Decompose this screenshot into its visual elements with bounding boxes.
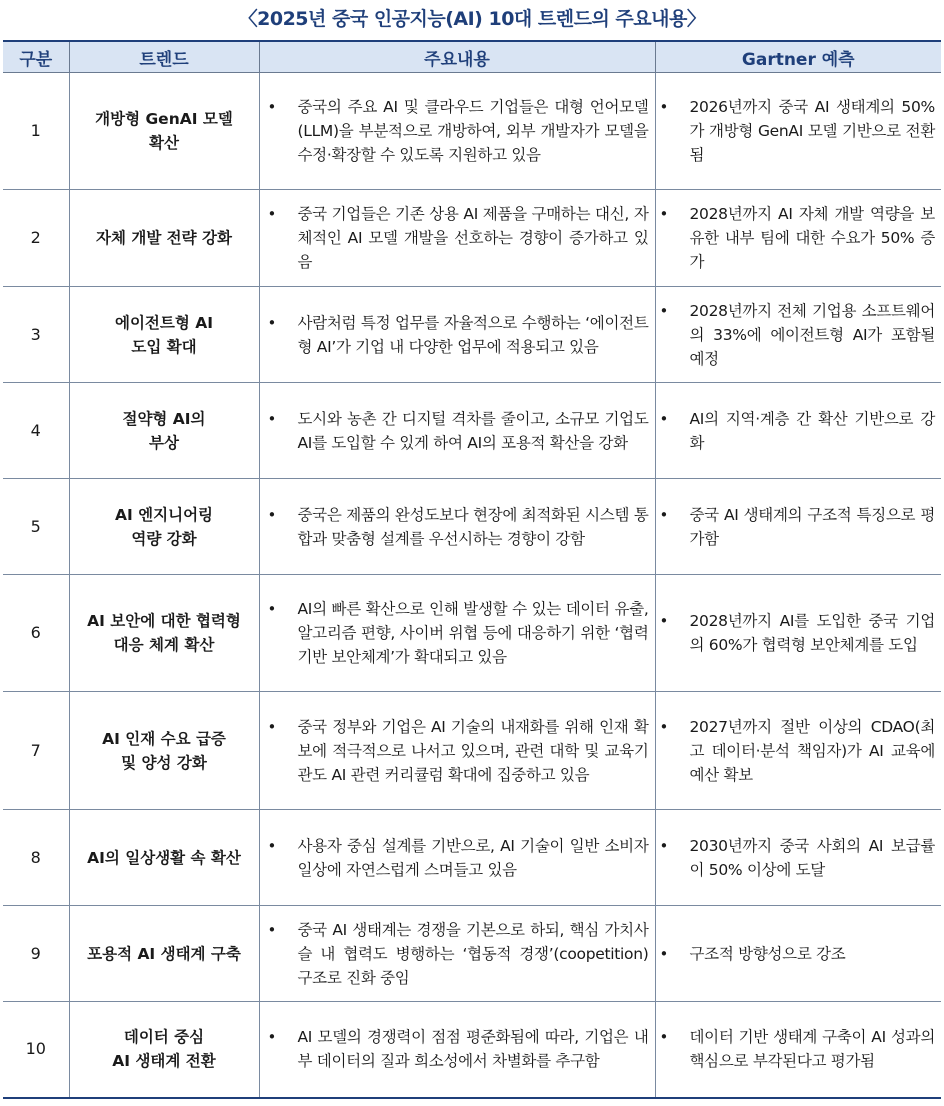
trend-line: 개방형 GenAI 모델 <box>95 110 233 128</box>
header-row <box>3 41 941 73</box>
row-number: 6 <box>3 575 69 692</box>
content-cell <box>259 190 655 287</box>
header-no: 구분 <box>3 41 69 73</box>
trend-line: 에이전트형 AI <box>114 313 214 332</box>
trend-cell <box>69 479 259 575</box>
trend-line: 확산 <box>149 134 179 152</box>
content-text: • AI의 빠른 확산으로 인해 발생할 수 있는 데이터 유출, 알고리즘 편향, 사이버 위협 등에 대응하기 위한 ‘협력 기반 보안체계’가 확대되고 있음 <box>260 597 655 669</box>
row-number: 9 <box>3 906 69 1002</box>
table-row <box>3 692 941 810</box>
table-row <box>3 479 941 575</box>
trend-line: AI 보안에 대한 협력형 <box>87 612 241 630</box>
prediction-cell <box>655 190 941 287</box>
content-cell <box>259 479 655 575</box>
prediction-cell <box>655 1002 941 1098</box>
prediction-text: • 데이터 기반 생태계 구축이 AI 성과의 핵심으로 부각된다고 평가됨 <box>656 1025 942 1073</box>
prediction-text: • AI의 지역·계층 간 확산 기반으로 강화 <box>656 407 942 455</box>
trend-cell <box>69 1002 259 1098</box>
prediction-cell <box>655 479 941 575</box>
table-row <box>3 575 941 692</box>
header-trend: 트렌드 <box>69 41 259 73</box>
prediction-cell <box>655 906 941 1002</box>
prediction-cell <box>655 73 941 190</box>
content-text: • 중국 AI 생태계는 경쟁을 기본으로 하되, 핵심 가치사슬 내 협력도 병행하는 ‘협동적 경쟁’(coopetition) 구조로 진화 중임 <box>260 918 655 990</box>
content-text: • 도시와 농촌 간 디지털 격차를 줄이고, 소규모 기업도 AI를 도입할 수 있게 하여 AI의 포용적 확산을 강화 <box>260 407 655 455</box>
trend-cell <box>69 692 259 810</box>
header-prediction: Gartner 예측 <box>655 41 941 73</box>
prediction-cell <box>655 383 941 479</box>
trend-cell <box>69 383 259 479</box>
content-cell <box>259 73 655 190</box>
trend-cell <box>69 73 259 190</box>
trend-cell <box>69 287 259 383</box>
prediction-text: • 2027년까지 절반 이상의 CDAO(최고 데이터·분석 책임자)가 AI 교육에 예산 확보 <box>656 715 942 787</box>
trend-line: AI 엔지니어링 <box>114 505 214 524</box>
content-cell <box>259 692 655 810</box>
trend-cell <box>69 190 259 287</box>
row-number: 8 <box>3 810 69 906</box>
prediction-text: • 중국 AI 생태계의 구조적 특징으로 평가함 <box>656 503 942 551</box>
table-row <box>3 383 941 479</box>
row-number: 2 <box>3 190 69 287</box>
trends-table <box>3 40 941 1099</box>
trend-cell <box>69 810 259 906</box>
trend-line: 도입 확대 <box>131 337 197 356</box>
row-number: 10 <box>3 1002 69 1098</box>
content-cell <box>259 287 655 383</box>
content-text: • 중국 기업들은 기존 상용 AI 제품을 구매하는 대신, 자체적인 AI 모델 개발을 선호하는 경향이 증가하고 있음 <box>260 202 655 274</box>
trend-line: AI 생태계 전환 <box>112 1052 216 1071</box>
table-row <box>3 73 941 190</box>
content-cell <box>259 906 655 1002</box>
table-row <box>3 287 941 383</box>
row-number: 7 <box>3 692 69 810</box>
trend-cell <box>69 575 259 692</box>
content-text: • 중국 정부와 기업은 AI 기술의 내재화를 위해 인재 확보에 적극적으로 나서고 있으며, 관련 대학 및 교육기관도 AI 관련 커리큘럼 확대에 집중하고 있음 <box>260 715 655 787</box>
prediction-text: • 2026년까지 중국 AI 생태계의 50%가 개방형 GenAI 모델 기반으로 전환됨 <box>656 95 942 167</box>
table-row <box>3 1002 941 1098</box>
table-title: 〈2025년 중국 인공지능(AI) 10대 트렌드의 주요내용〉 <box>238 8 706 30</box>
prediction-text: • 2028년까지 AI 자체 개발 역량을 보유한 내부 팀에 대한 수요가 50% 증가 <box>656 202 942 274</box>
prediction-cell <box>655 810 941 906</box>
prediction-cell <box>655 575 941 692</box>
trend-line: 데이터 중심 <box>123 1028 205 1047</box>
table-row <box>3 906 941 1002</box>
content-text: • 중국의 주요 AI 및 클라우드 기업들은 대형 언어모델(LLM)을 부분적으로 개방하여, 외부 개발자가 모델을 수정·확장할 수 있도록 지원하고 있음 <box>260 95 655 167</box>
trend-cell <box>69 906 259 1002</box>
content-text: • 중국은 제품의 완성도보다 현장에 최적화된 시스템 통합과 맞춤형 설계를 우선시하는 경향이 강함 <box>260 503 655 551</box>
prediction-text: • 2030년까지 중국 사회의 AI 보급률이 50% 이상에 도달 <box>656 834 942 882</box>
table-row <box>3 190 941 287</box>
content-text: • AI 모델의 경쟁력이 점점 평준화됨에 따라, 기업은 내부 데이터의 질과 희소성에서 차별화를 추구함 <box>260 1025 655 1073</box>
content-cell <box>259 810 655 906</box>
content-cell <box>259 1002 655 1098</box>
trend-line: 대응 체계 확산 <box>113 636 215 654</box>
table-row <box>3 810 941 906</box>
trend-line: 포용적 AI 생태계 구축 <box>87 944 241 963</box>
prediction-cell <box>655 287 941 383</box>
row-number: 4 <box>3 383 69 479</box>
prediction-text: • 2028년까지 전체 기업용 소프트웨어의 33%에 에이전트형 AI가 포함될 예정 <box>656 299 942 371</box>
trend-line: 자체 개발 전략 강화 <box>96 229 232 247</box>
content-text: • 사람처럼 특정 업무를 자율적으로 수행하는 ‘에이전트형 AI’가 기업 내 다양한 업무에 적용되고 있음 <box>260 311 655 359</box>
trend-line: 절약형 AI의 <box>122 409 206 428</box>
prediction-text: • 2028년까지 AI를 도입한 중국 기업의 60%가 협력형 보안체계를 도입 <box>656 609 942 657</box>
content-cell <box>259 383 655 479</box>
prediction-text: • 구조적 방향성으로 강조 <box>656 942 942 966</box>
content-cell <box>259 575 655 692</box>
trend-line: AI 인재 수요 급증 <box>102 729 226 748</box>
content-text: • 사용자 중심 설계를 기반으로, AI 기술이 일반 소비자 일상에 자연스럽게 스며들고 있음 <box>260 834 655 882</box>
prediction-cell <box>655 692 941 810</box>
row-number: 5 <box>3 479 69 575</box>
trend-line: 및 양성 강화 <box>121 753 207 772</box>
trend-line: 역량 강화 <box>131 529 197 548</box>
header-content: 주요내용 <box>259 41 655 73</box>
row-number: 1 <box>3 73 69 190</box>
trend-line: 부상 <box>149 433 179 452</box>
row-number: 3 <box>3 287 69 383</box>
trend-line: AI의 일상생활 속 확산 <box>87 848 241 867</box>
